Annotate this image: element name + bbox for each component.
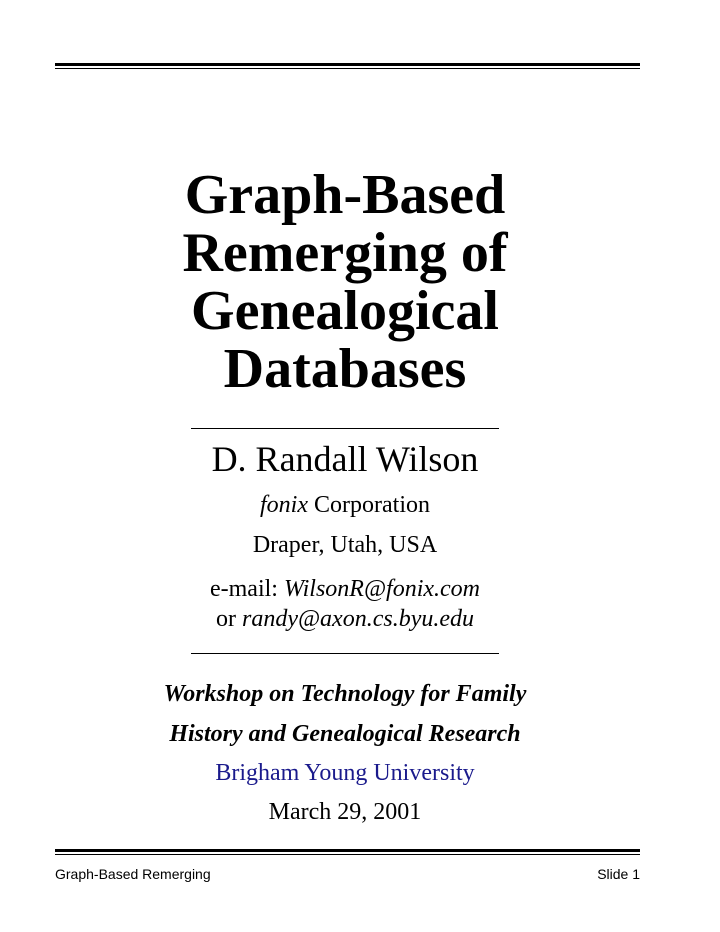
location: Draper, Utah, USA (252, 532, 438, 558)
title-line-1: Graph-Based (184, 164, 506, 226)
title-line-4: Databases (223, 338, 467, 400)
email-secondary: randy@axon.cs.byu.edu (241, 606, 475, 632)
email-line-secondary (0, 605, 690, 633)
top-rule-thick (55, 63, 640, 66)
bottom-rule-thin (55, 854, 640, 855)
author-name: D. Randall Wilson (211, 439, 479, 479)
title-line-3: Genealogical (191, 280, 499, 342)
company-line (0, 490, 690, 520)
email-prefix: e-mail: (209, 576, 284, 602)
bottom-rule-thick (55, 849, 640, 852)
company-name-italic: fonix (260, 492, 308, 518)
top-double-rule (55, 63, 640, 69)
presentation-date: March 29, 2001 (268, 799, 422, 825)
footer-title: Graph-Based Remerging (55, 866, 211, 882)
divider-lower (191, 653, 499, 654)
workshop-title-line-1: Workshop on Technology for Family (163, 681, 527, 707)
email-primary: WilsonR@fonix.com (283, 576, 481, 602)
slide-title (0, 166, 690, 398)
divider-upper (191, 428, 499, 429)
title-line-2: Remerging of (182, 222, 508, 284)
footer-slide-number: Slide 1 (597, 866, 640, 882)
company-name-rest: Corporation (308, 492, 430, 518)
email-or: or (215, 606, 242, 632)
university-name: Brigham Young University (215, 760, 475, 786)
email-line-primary (0, 575, 690, 603)
bottom-double-rule (55, 849, 640, 855)
top-rule-thin (55, 68, 640, 69)
workshop-title-line-2: History and Genealogical Research (169, 721, 521, 747)
